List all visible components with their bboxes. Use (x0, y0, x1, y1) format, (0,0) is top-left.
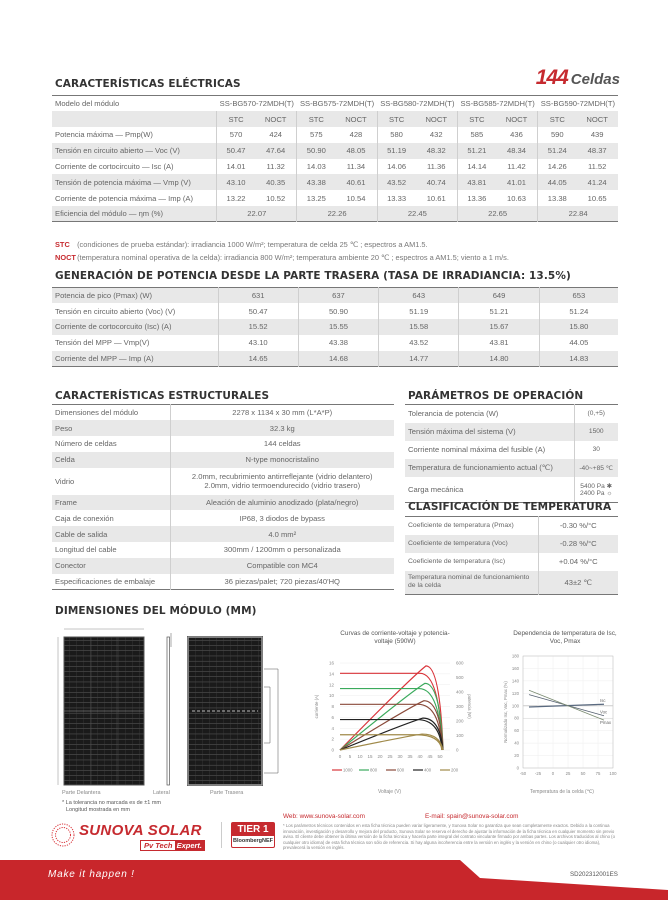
temperature-table (405, 516, 618, 595)
row-value: 30 (574, 441, 618, 459)
cell-value: 14.03 (297, 159, 335, 175)
row-value: 43±2 ℃ (538, 571, 618, 595)
cell-value: 13.36 (457, 190, 495, 206)
cell-value: 43.52 (377, 174, 415, 190)
efficiency-value: 22.07 (217, 206, 297, 222)
cells-badge-number: 144 (535, 66, 568, 89)
iv-chart (310, 655, 475, 795)
electrical-title: CARACTERÍSTICAS ELÉCTRICAS (55, 78, 241, 90)
svg-text:0: 0 (331, 747, 334, 753)
row-label: Vidrio (55, 476, 75, 486)
svg-text:120: 120 (511, 690, 519, 696)
structural-row (52, 420, 394, 436)
cell-value: 40.35 (255, 174, 297, 190)
svg-text:100: 100 (456, 733, 464, 738)
structural-row (52, 542, 394, 558)
cell-value: 43.81 (459, 335, 539, 351)
structural-row (52, 495, 394, 511)
svg-text:100: 100 (609, 771, 617, 776)
temperature-row (405, 553, 618, 571)
condition-header: STC (297, 111, 335, 127)
temp-chart-title: Dependencia de temperatura de Isc, Voc, Pmax (513, 630, 617, 645)
structural-row (52, 558, 394, 574)
row-label: Tensión en circuito abierto — Voc (V) (52, 143, 217, 159)
cell-value: 11.34 (346, 162, 366, 172)
cell-value: 40.74 (415, 174, 457, 190)
cell-value: 14.80 (459, 351, 539, 367)
slogan: Make it happen ! (48, 869, 135, 880)
svg-text:160: 160 (511, 665, 519, 671)
cell-value: 11.52 (587, 162, 607, 172)
cells-badge (536, 66, 620, 90)
cell-value: 51.19 (379, 303, 459, 319)
svg-text:Pmax: Pmax (600, 720, 611, 726)
row-value: 36 piezas/palet; 720 piezas/40'HQ (170, 574, 394, 590)
efficiency-row (52, 206, 618, 222)
side-view-label: Lateral (153, 790, 170, 796)
cell-value: 14.83 (539, 351, 618, 367)
condition-header: NOCT (496, 111, 538, 127)
cell-value: 41.24 (576, 174, 618, 190)
structural-row (52, 526, 394, 542)
svg-text:0: 0 (516, 765, 519, 771)
row-label: Especificaciones de embalaje (55, 576, 156, 586)
svg-text:25: 25 (387, 754, 393, 759)
row-label: Corriente del MPP — Imp (A) (52, 351, 218, 367)
cell-value: 51.24 (539, 303, 618, 319)
side-view-drawing (167, 633, 171, 785)
row-label: Coeficiente de temperatura (Voc) (405, 535, 538, 553)
row-value: -40~+85 ℃ (574, 459, 618, 477)
svg-text:2: 2 (331, 736, 334, 742)
row-label: Coeficiente de temperatura (Pmax) (408, 521, 514, 529)
row-label: Carga mecánica (408, 484, 464, 494)
structural-row (52, 405, 394, 421)
row-label: Número de celdas (55, 439, 117, 449)
front-view-label: Parte Delantera (62, 790, 101, 796)
svg-text:180: 180 (511, 653, 519, 659)
electrical-table (52, 95, 618, 222)
operation-row (405, 459, 618, 477)
temp-dependence-chart (495, 650, 625, 785)
cell-value: 47.64 (255, 143, 297, 159)
svg-text:6: 6 (331, 714, 334, 720)
cells-badge-label: Celdas (570, 71, 620, 88)
temperature-row (405, 571, 618, 595)
structural-table (52, 404, 394, 590)
temperature-row (405, 517, 618, 535)
iv-chart-title: Curvas de corriente-voltaje y potencia-voltaje (590W) (340, 630, 450, 645)
row-label: Temperatura de funcionamiento actual (℃) (405, 459, 574, 477)
svg-text:Isc: Isc (600, 698, 606, 704)
row-label: Cable de salida (52, 526, 170, 542)
row-label: Corriente de potencia máxima — Imp (A) (55, 193, 194, 203)
row-value: Compatible con MC4 (170, 558, 394, 574)
cell-value: 50.90 (298, 303, 378, 319)
row-label: Corriente de cortocircuito — Isc (A) (55, 162, 174, 172)
svg-text:40: 40 (417, 754, 423, 759)
svg-text:0: 0 (338, 754, 342, 759)
cell-value: 43.10 (217, 174, 255, 190)
row-label: Coeficiente de temperatura (Isc) (408, 557, 506, 565)
cell-value: 14.77 (379, 351, 459, 367)
cell-value: 15.80 (539, 319, 618, 335)
cell-value: 15.67 (459, 319, 539, 335)
cell-value: 50.47 (217, 143, 255, 159)
model-name: SS-BG590-72MDH(T) (540, 99, 615, 109)
cell-value: 44.05 (539, 335, 618, 351)
svg-text:600: 600 (397, 767, 405, 773)
cell-value: 15.58 (379, 319, 459, 335)
svg-text:50: 50 (580, 771, 586, 776)
brand-name: SUNOVA SOLAR (79, 822, 202, 839)
row-label: Longitud del cable (55, 545, 117, 555)
row-value: IP68, 3 diodos de bypass (170, 510, 394, 526)
bifacial-row (52, 335, 618, 351)
structural-row (52, 468, 394, 495)
row-label: Temperatura nominal de funcionamiento de la celda (405, 571, 538, 595)
condition-header: NOCT (576, 111, 618, 127)
svg-text:14: 14 (328, 671, 334, 677)
noct-note: NOCT (temperatura nominal operativa de la celda): irradiancia 800 W/m²; temperatura ambiente 20 ℃ ; espectros a AM1.5; viento a 1 m/s. (55, 253, 509, 262)
bifacial-row (52, 303, 618, 319)
cell-value: 51.24 (538, 143, 577, 159)
svg-text:200: 200 (451, 767, 459, 773)
structural-row (52, 436, 394, 452)
cell-value: 14.68 (298, 351, 378, 367)
row-value: 1500 (574, 423, 618, 441)
condition-header: STC (217, 111, 255, 127)
row-value: N-type monocristalino (170, 452, 394, 468)
row-label: Caja de conexión (55, 513, 114, 523)
cell-value: 48.05 (335, 143, 377, 159)
cell-value: 631 (218, 288, 298, 304)
cell-value: 50.90 (297, 143, 335, 159)
footer-band (0, 860, 668, 900)
temperature-row (405, 535, 618, 553)
cell-value: 15.52 (218, 319, 298, 335)
row-label: Tensión en circuito abierto (Voc) (V) (55, 306, 176, 316)
disclaimer: * Los parámetros técnicos contenidos en esta ficha técnica pueden variar ligeramente, y Sunova Solar no garantiza que sean completamente exactos. Debido a la continua innovación, investigación y desarrollo y mejora del producto, Sunova Solar se reserva el derecho de ajustar la información de la ficha técnica en cualquier momento sin previo aviso. El cliente debe obtener la última versión de la ficha técnica y hacerla parte integral del contrato vinculante firmado por ambas partes. Los archivos traducidos al chino (o cualquier otro idioma) de esta ficha técnica son sólo de referencia. Si hay alguna incoherencia entre la versión en inglés y la versión en chino (o cualquier otro idioma), prevalecerá la versión en inglés. (283, 823, 615, 851)
back-view-drawing (188, 637, 278, 785)
temperature-title: CLASIFICACIÓN DE TEMPERATURA (408, 501, 612, 513)
operation-row (405, 441, 618, 459)
cell-value: 13.25 (297, 190, 335, 206)
svg-text:60: 60 (514, 728, 519, 734)
tier1-badge: TIER 1 BloombergNEF (231, 822, 275, 848)
svg-text:20: 20 (514, 753, 519, 759)
row-label: Peso (52, 420, 170, 436)
svg-text:25: 25 (565, 771, 571, 776)
module-drawings (52, 625, 292, 795)
efficiency-value: 22.26 (297, 206, 377, 222)
cell-value: 13.22 (217, 190, 255, 206)
cell-value: 643 (379, 288, 459, 304)
row-value: 2278 x 1134 x 30 mm (L*A*P) (170, 405, 394, 421)
svg-text:4: 4 (331, 725, 334, 731)
stc-note: STC (condiciones de prueba estándar): irradiancia 1000 W/m²; temperatura de celda 25 ℃ ; espectros a AM1.5. (55, 240, 428, 249)
back-view-label: Parte Trasera (210, 790, 244, 796)
cell-value: 13.38 (538, 190, 577, 206)
row-label: Tensión del MPP — Vmp(V) (55, 338, 150, 348)
condition-header: STC (377, 111, 415, 127)
condition-header: NOCT (255, 111, 297, 127)
row-label: Tensión máxima del sistema (V) (405, 423, 574, 441)
cell-value: 15.55 (298, 319, 378, 335)
cell-value: 432 (429, 130, 443, 140)
temp-chart-xlabel: Temperatura de la celda (℃) (530, 789, 594, 795)
condition-header-row (52, 111, 618, 127)
electrical-row (52, 127, 618, 143)
electrical-row (52, 159, 618, 175)
bifacial-title: GENERACIÓN DE POTENCIA DESDE LA PARTE TRASERA (TASA DE IRRADIANCIA: 13.5%) (55, 270, 571, 282)
operation-row (405, 405, 618, 423)
cell-value: 14.14 (457, 159, 495, 175)
row-value: (0,+5) (574, 405, 618, 423)
efficiency-value: 22.65 (457, 206, 537, 222)
cell-value: 50.47 (218, 303, 298, 319)
cell-value: 13.33 (377, 190, 415, 206)
bifacial-table (52, 287, 618, 367)
cell-value: 10.54 (346, 193, 366, 203)
condition-header: NOCT (335, 111, 377, 127)
bifacial-row (52, 288, 618, 304)
model-name: SS-BG570-72MDH(T) (219, 99, 294, 109)
condition-header: STC (457, 111, 495, 127)
cell-value: 653 (539, 288, 618, 304)
svg-text:35: 35 (407, 754, 413, 759)
email-link[interactable]: E-mail: spain@sunova-solar.com (425, 813, 519, 820)
cell-value: 43.38 (298, 335, 378, 351)
tolerance-note: * La tolerancia no marcada es de ±1 mm (62, 800, 162, 806)
svg-text:500: 500 (456, 675, 464, 680)
row-label: Tolerancia de potencia (W) (408, 409, 499, 419)
brand-divider (221, 822, 222, 848)
svg-text:140: 140 (511, 678, 519, 684)
row-label: Frame (52, 495, 170, 511)
cell-value: 51.21 (457, 143, 495, 159)
cell-value: 48.32 (415, 143, 457, 159)
efficiency-value: 22.45 (377, 206, 457, 222)
operation-title: PARÁMETROS DE OPERACIÓN (408, 390, 584, 402)
model-name: SS-BG585-72MDH(T) (460, 99, 535, 109)
row-value: -0.28 %/°C (538, 535, 618, 553)
condition-header: STC (538, 111, 577, 127)
cell-value: 436 (510, 130, 523, 140)
cell-value: 43.38 (297, 174, 335, 190)
svg-text:16: 16 (328, 660, 334, 666)
operation-row (405, 477, 618, 503)
electrical-row (52, 143, 618, 159)
row-value: 300mm / 1200mm o personalizada (170, 542, 394, 558)
row-value: 144 celdas (170, 436, 394, 452)
svg-text:8: 8 (331, 704, 334, 709)
row-label: Dimensiones del módulo (55, 408, 139, 418)
structural-title: CARACTERÍSTICAS ESTRUCTURALES (55, 390, 270, 402)
condition-header: NOCT (415, 111, 457, 127)
cell-value: 11.32 (266, 162, 285, 172)
cell-value: 428 (349, 130, 363, 140)
svg-text:400: 400 (424, 767, 432, 773)
model-label: Modelo del módulo (55, 99, 120, 109)
cell-value: 10.52 (266, 193, 286, 203)
row-value: 32.3 kg (170, 420, 394, 436)
svg-text:50: 50 (437, 754, 443, 759)
cell-value: 43.81 (457, 174, 495, 190)
svg-text:1000: 1000 (343, 767, 353, 773)
row-label: Celda (52, 452, 170, 468)
svg-text:800: 800 (370, 767, 378, 773)
dimensions-title: DIMENSIONES DEL MÓDULO (MM) (55, 605, 257, 617)
svg-text:300: 300 (456, 704, 464, 709)
sunova-sun-logo-icon (50, 822, 76, 848)
cell-value: 48.37 (576, 143, 618, 159)
cell-value: 44.05 (538, 174, 577, 190)
operation-row (405, 423, 618, 441)
document-code: SD202312001ES (570, 871, 618, 878)
length-note: Longitud mostrada en mm (66, 807, 130, 813)
conditions-notes (55, 238, 509, 264)
cell-value: 43.52 (379, 335, 459, 351)
cell-value: 51.19 (377, 143, 415, 159)
row-label: Eficiencia del módulo — ηm (%) (52, 206, 217, 222)
row-value: 2.0mm, recubrimiento antirreflejante (vidrio delantero) 2.0mm, vidrio termoendurecido (vidrio trasero) (170, 468, 394, 495)
cell-value: 570 (217, 127, 255, 143)
svg-text:45: 45 (427, 754, 433, 759)
cell-value: 48.34 (496, 143, 538, 159)
model-name: SS-BG575-72MDH(T) (299, 99, 375, 109)
model-name: SS-BG580-72MDH(T) (380, 99, 455, 109)
electrical-row (52, 174, 618, 190)
cell-value: 14.06 (377, 159, 415, 175)
svg-text:200: 200 (456, 718, 464, 724)
svg-text:40: 40 (514, 740, 519, 746)
cell-value: 580 (377, 127, 415, 143)
electrical-row (52, 190, 618, 206)
row-label: Conector (52, 558, 170, 574)
row-value: 4.0 mm² (170, 526, 394, 542)
svg-text:80: 80 (514, 715, 519, 721)
row-label: Corriente de cortocorcuito (Isc) (A) (52, 319, 218, 335)
cell-value: 649 (459, 288, 539, 304)
model-row (52, 96, 618, 112)
bifacial-row (52, 351, 618, 367)
cell-value: 439 (590, 130, 604, 140)
cell-value: 14.65 (218, 351, 298, 367)
row-value: -0.30 %/°C (538, 517, 618, 535)
svg-text:20: 20 (377, 754, 383, 759)
cell-value: 10.61 (426, 193, 446, 203)
row-value: +0.04 %/°C (538, 553, 618, 571)
svg-text:10: 10 (328, 693, 334, 699)
cell-value: 41.01 (496, 174, 538, 190)
website-link[interactable]: Web: www.sunova-solar.com (283, 813, 365, 820)
svg-text:Voc: Voc (600, 709, 608, 715)
svg-text:5: 5 (348, 754, 352, 759)
cell-value: 575 (297, 127, 335, 143)
svg-text:30: 30 (397, 754, 403, 759)
svg-text:10: 10 (357, 754, 363, 759)
row-value: Aleación de aluminio anodizado (plata/negro) (170, 495, 394, 511)
svg-text:400: 400 (456, 689, 464, 695)
svg-text:12: 12 (328, 682, 334, 688)
structural-row (52, 452, 394, 468)
cell-value: 424 (269, 130, 283, 140)
cell-value: 10.63 (506, 193, 526, 203)
cell-value: 590 (538, 127, 577, 143)
svg-text:potencia (W): potencia (W) (467, 694, 472, 719)
iv-chart-xlabel: Voltaje (V) (378, 789, 402, 795)
row-label: Tensión de potencia máxima — Vmp (V) (52, 174, 217, 190)
svg-text:15: 15 (367, 754, 373, 759)
row-value: 5400 Pa ✱ 2400 Pa ☼ (574, 477, 618, 503)
structural-row (52, 510, 394, 526)
cell-value: 637 (298, 288, 378, 304)
cell-value: 11.42 (507, 162, 526, 172)
bifacial-row (52, 319, 618, 335)
svg-text:100: 100 (511, 703, 519, 709)
cell-value: 40.61 (335, 174, 377, 190)
row-label: Potencia máxima — Pmp(W) (55, 130, 153, 140)
pvtech-badge: Pv Tech Expert. (140, 840, 205, 851)
cell-value: 11.36 (426, 162, 446, 172)
svg-text:-25: -25 (534, 771, 542, 776)
svg-text:75: 75 (595, 771, 601, 776)
row-label: Potencia de pico (Pmax) (W) (52, 288, 218, 304)
efficiency-value: 22.84 (538, 206, 618, 222)
svg-text:0: 0 (551, 771, 555, 776)
row-label: Corriente nominal máxima del fusible (A) (408, 445, 546, 454)
svg-text:0: 0 (456, 747, 459, 753)
cell-value: 10.65 (587, 193, 607, 203)
svg-text:-50: -50 (519, 771, 527, 776)
structural-row (52, 574, 394, 590)
operation-table (405, 404, 618, 503)
svg-text:corriente (A): corriente (A) (314, 694, 319, 719)
svg-text:600: 600 (456, 660, 464, 666)
front-view-drawing (58, 629, 144, 785)
cell-value: 14.01 (217, 159, 255, 175)
svg-text:Normalizado Isc, Voc, Pmax (%): Normalizado Isc, Voc, Pmax (%) (503, 681, 508, 743)
cell-value: 585 (457, 127, 495, 143)
cell-value: 43.10 (218, 335, 298, 351)
cell-value: 14.26 (538, 159, 577, 175)
cell-value: 51.21 (459, 303, 539, 319)
